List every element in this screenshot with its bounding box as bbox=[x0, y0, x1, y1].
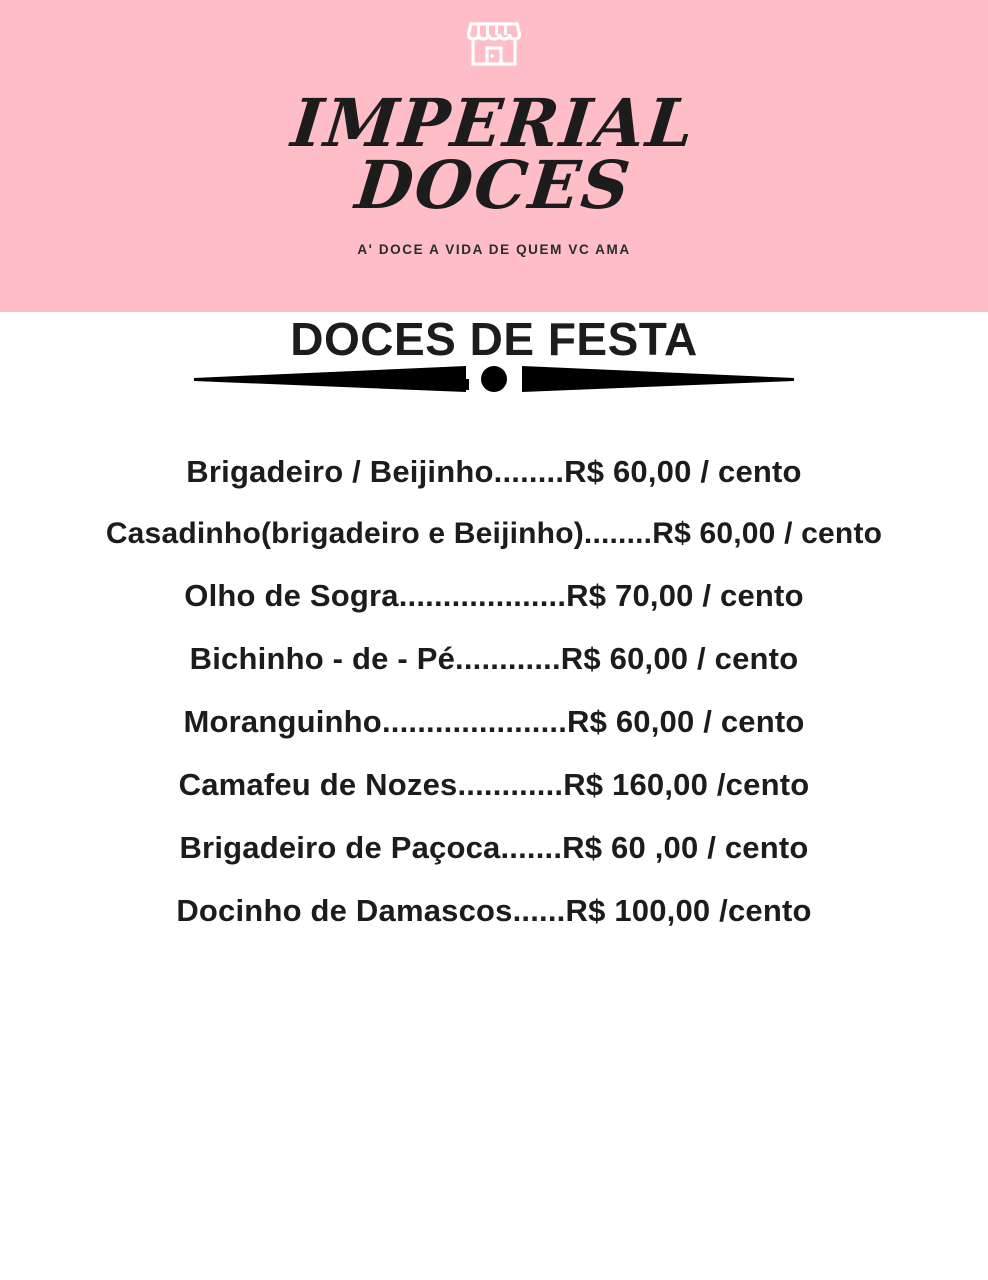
menu-item: Brigadeiro / Beijinho........R$ 60,00 / cento bbox=[186, 453, 802, 489]
divider-ornament bbox=[0, 362, 988, 398]
diamond-arrow-divider-icon bbox=[194, 362, 794, 398]
brand-title bbox=[288, 84, 700, 225]
menu-item: Olho de Sogra...................R$ 70,00 / cento bbox=[184, 577, 804, 613]
menu-item: Brigadeiro de Paçoca.......R$ 60 ,00 / cento bbox=[179, 829, 809, 865]
menu-item: Moranguinho.....................R$ 60,00 / cento bbox=[183, 703, 805, 739]
brand-line-2: DOCES bbox=[352, 146, 636, 225]
brand-line-1: IMPERIAL bbox=[288, 84, 700, 162]
header-band bbox=[0, 0, 988, 312]
storefront-icon bbox=[461, 8, 527, 74]
menu-list bbox=[0, 440, 988, 942]
menu-item: Bichinho - de - Pé............R$ 60,00 / cento bbox=[189, 640, 799, 676]
menu-item: Docinho de Damascos......R$ 100,00 /cento bbox=[176, 892, 812, 928]
menu-item: Camafeu de Nozes............R$ 160,00 /cento bbox=[178, 766, 810, 802]
brand-tagline: A' DOCE A VIDA DE QUEM VC AMA bbox=[357, 242, 631, 258]
section-title: DOCES DE FESTA bbox=[290, 313, 698, 365]
menu-item: Casadinho(brigadeiro e Beijinho)........R$ 60,00 / cento bbox=[105, 516, 883, 550]
